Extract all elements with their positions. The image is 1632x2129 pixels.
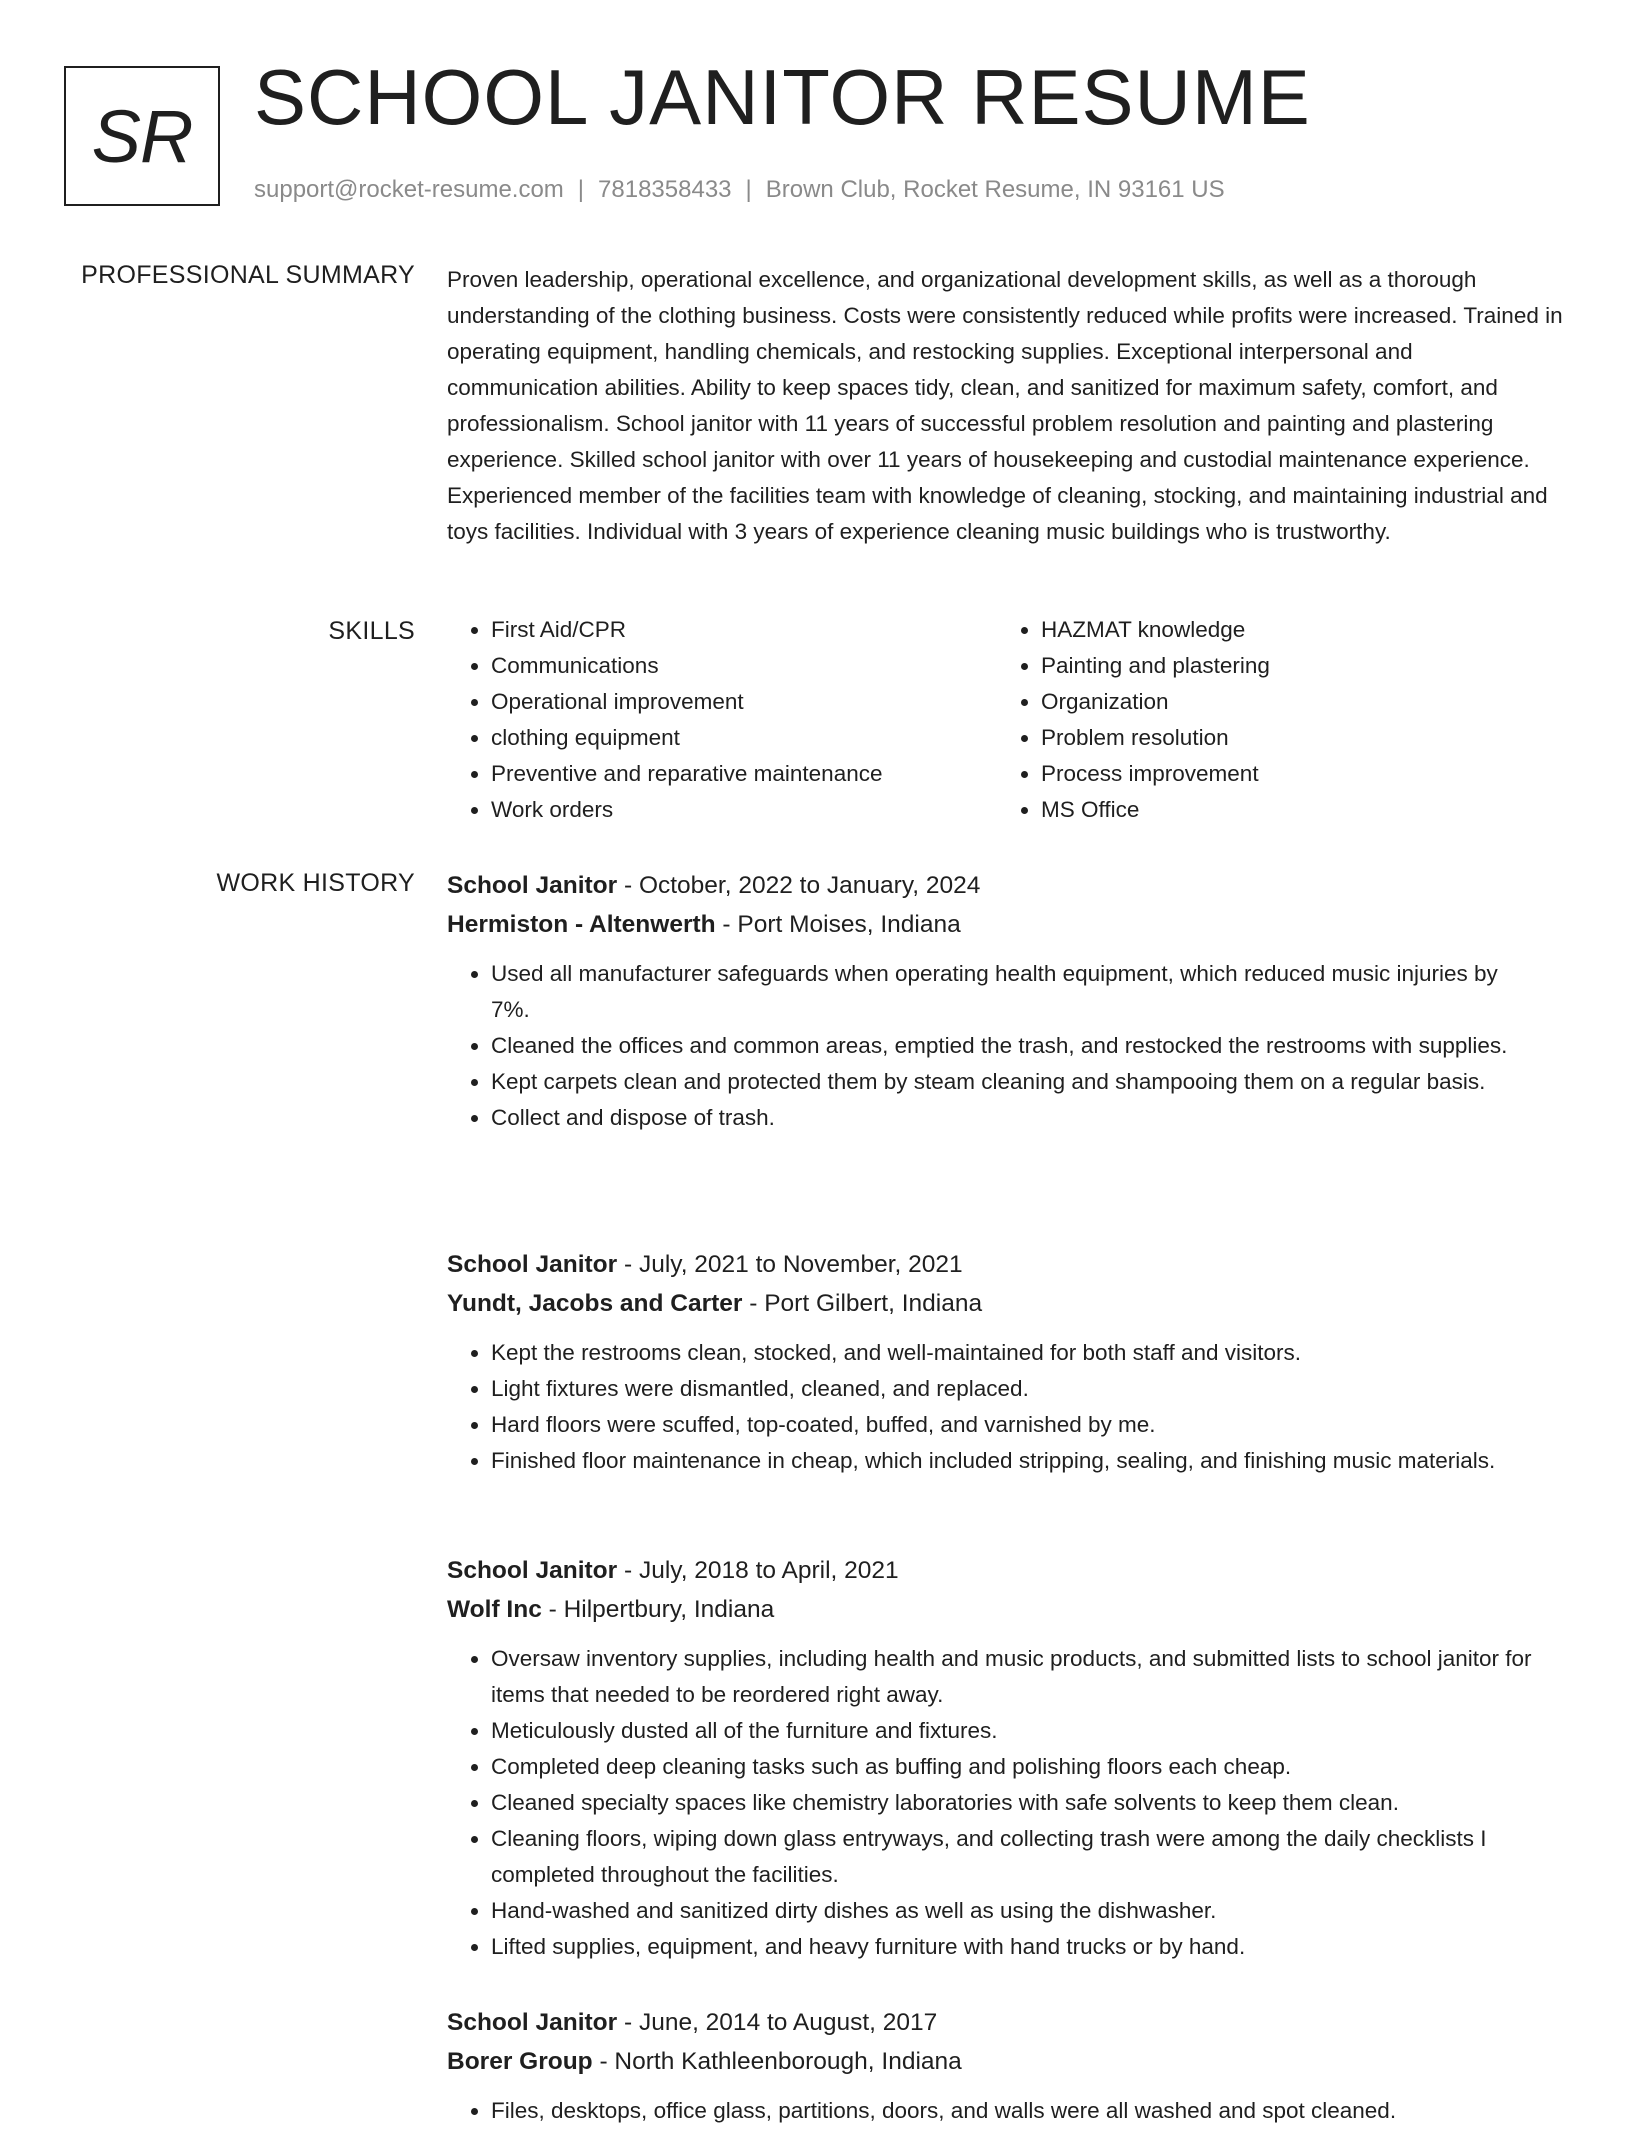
job-location: - Port Moises, Indiana [715, 911, 961, 938]
job-entry [447, 2003, 1577, 2129]
job-bullet: • Finished floor maintenance in cheap, which included stripping, sealing, and finishing music materials. [491, 1443, 1577, 1479]
skill-item: • First Aid/CPR [491, 612, 883, 648]
contact-address: Brown Club, Rocket Resume, IN 93161 US [765, 176, 1225, 203]
section-label-work-history: WORK HISTORY [216, 869, 415, 897]
contact-separator: | [745, 176, 752, 203]
job-bullet: • Kept the restrooms clean, stocked, and well-maintained for both staff and visitors. [491, 1335, 1577, 1371]
skill-item: • Operational improvement [491, 684, 883, 720]
job-bullet: • Lifted supplies, equipment, and heavy furniture with hand trucks or by hand. [491, 1929, 1577, 1965]
job-dates: - July, 2018 to April, 2021 [617, 1557, 899, 1584]
job-bullets [447, 1335, 1577, 1479]
job-title-line [447, 1245, 1577, 1284]
job-company-line [447, 1590, 1577, 1629]
job-location: - Hilpertbury, Indiana [541, 1596, 775, 1623]
skill-item: • Painting and plastering [1041, 648, 1270, 684]
resume-title: SCHOOL JANITOR RESUME [254, 53, 1311, 141]
job-company: Hermiston - Altenwerth [447, 911, 716, 938]
job-company: Borer Group [447, 2048, 593, 2075]
job-title-line [447, 1551, 1577, 1590]
skill-item: • HAZMAT knowledge [1041, 612, 1270, 648]
job-bullet: • Used all manufacturer safeguards when operating health equipment, which reduced music injuries by 7%. [491, 956, 1577, 1028]
job-bullet: • Collect and dispose of trash. [491, 1100, 1577, 1136]
job-bullet: • Cleaned the offices and common areas, emptied the trash, and restocked the restrooms with supplies. [491, 1028, 1577, 1064]
skill-item: • clothing equipment [491, 720, 883, 756]
job-bullet: • Hard floors were scuffed, top-coated, buffed, and varnished by me. [491, 1407, 1577, 1443]
job-title: School Janitor [447, 2009, 618, 2036]
contact-separator: | [577, 176, 585, 203]
job-dates: - June, 2014 to August, 2017 [617, 2009, 938, 2036]
monogram-box [64, 66, 220, 206]
contact-line [254, 176, 1225, 204]
job-dates: - July, 2021 to November, 2021 [617, 1251, 963, 1278]
job-company-line [447, 1284, 1577, 1323]
job-bullets [447, 2093, 1577, 2129]
job-bullet: • Hand-washed and sanitized dirty dishes as well as using the dishwasher. [491, 1893, 1577, 1929]
job-entry [447, 1551, 1577, 1965]
job-location: - Port Gilbert, Indiana [742, 1290, 983, 1317]
job-bullet: • Cleaned specialty spaces like chemistry laboratories with safe solvents to keep them clean. [491, 1785, 1577, 1821]
skill-item: • MS Office [1041, 792, 1270, 828]
job-title: School Janitor [447, 1251, 618, 1278]
job-bullet: • Kept carpets clean and protected them by steam cleaning and shampooing them on a regular basis. [491, 1064, 1577, 1100]
job-title: School Janitor [447, 872, 618, 899]
job-bullet: • Meticulously dusted all of the furniture and fixtures. [491, 1713, 1577, 1749]
skill-item: • Process improvement [1041, 756, 1270, 792]
job-bullet: • Completed deep cleaning tasks such as buffing and polishing floors each cheap. [491, 1749, 1577, 1785]
job-company: Yundt, Jacobs and Carter [447, 1290, 743, 1317]
skill-item: • Problem resolution [1041, 720, 1270, 756]
job-entry [447, 866, 1577, 1136]
job-title-line [447, 866, 1577, 905]
skills-list-right [997, 612, 1270, 828]
skill-item: • Organization [1041, 684, 1270, 720]
skill-item: • Work orders [491, 792, 883, 828]
job-bullets [447, 956, 1577, 1136]
job-title-line [447, 2003, 1577, 2042]
section-label-skills: SKILLS [328, 617, 415, 645]
job-bullet: • Light fixtures were dismantled, cleaned, and replaced. [491, 1371, 1577, 1407]
monogram-initials: SR [91, 94, 193, 178]
job-bullets [447, 1641, 1577, 1965]
job-bullet: • Cleaning floors, wiping down glass entryways, and collecting trash were among the daily checklists I completed throughout the facilities. [491, 1821, 1577, 1893]
job-company-line [447, 2042, 1577, 2081]
skill-item: • Preventive and reparative maintenance [491, 756, 883, 792]
job-company: Wolf Inc [447, 1596, 542, 1623]
contact-email[interactable]: support@rocket-resume.com [254, 176, 564, 203]
contact-phone[interactable]: 7818358433 [598, 176, 732, 203]
job-bullet: • Files, desktops, office glass, partitions, doors, and walls were all washed and spot cleaned. [491, 2093, 1577, 2129]
summary-text: Proven leadership, operational excellence, and organizational development skills, as well as a thorough understanding of the clothing business. Costs were consistently reduced while profits were increased. Trained in operating equipment, handling chemicals, and restocking supplies. Exceptional interpersonal and communication abilities. Ability to keep spaces tidy, clean, and sanitized for maximum safety, comfort, and professionalism. School janitor with 11 years of successful problem resolution and painting and plastering experience. Skilled school janitor with over 11 years of housekeeping and custodial maintenance experience. Experienced member of the facilities team with knowledge of cleaning, stocking, and maintaining industrial and toys facilities. Individual with 3 years of experience cleaning music buildings who is trustworthy. [447, 267, 1563, 544]
skill-item: • Communications [491, 648, 883, 684]
job-company-line [447, 905, 1577, 944]
section-label-summary: PROFESSIONAL SUMMARY [81, 261, 415, 289]
job-entry [447, 1245, 1577, 1479]
job-title: School Janitor [447, 1557, 618, 1584]
job-bullet: • Oversaw inventory supplies, including health and music products, and submitted lists to school janitor for items that needed to be reordered right away. [491, 1641, 1577, 1713]
job-location: - North Kathleenborough, Indiana [592, 2048, 962, 2075]
job-dates: - October, 2022 to January, 2024 [617, 872, 981, 899]
skills-list-left [447, 612, 883, 828]
